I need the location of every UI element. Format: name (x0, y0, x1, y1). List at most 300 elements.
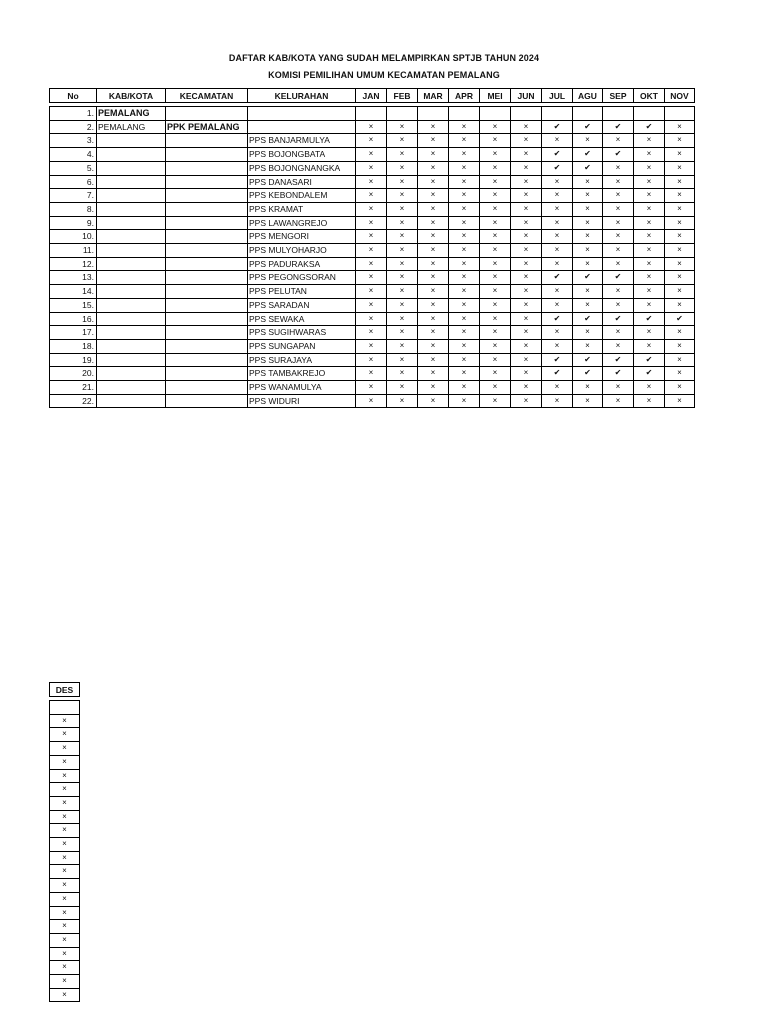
cross-icon: × (356, 134, 387, 148)
cross-icon: × (511, 298, 542, 312)
cross-icon: × (480, 271, 511, 285)
header-month: APR (449, 89, 480, 103)
kelurahan-cell: PPS DANASARI (248, 175, 356, 189)
kab-kota-cell (97, 326, 166, 340)
kecamatan-cell (166, 189, 248, 203)
cross-icon: × (511, 120, 542, 134)
kelurahan-cell (248, 107, 356, 121)
cross-icon: × (480, 312, 511, 326)
cross-icon: × (511, 271, 542, 285)
kecamatan-cell (166, 148, 248, 162)
cross-icon: × (511, 230, 542, 244)
header-month: NOV (665, 89, 695, 103)
kab-kota-cell (97, 230, 166, 244)
kab-kota-cell (97, 394, 166, 408)
cross-icon: × (387, 339, 418, 353)
cross-icon: × (480, 257, 511, 271)
cross-icon: × (573, 298, 603, 312)
table-row (50, 175, 695, 189)
cross-icon: × (511, 202, 542, 216)
header-month: OKT (634, 89, 665, 103)
des-row (50, 742, 80, 756)
cross-icon: × (603, 189, 634, 203)
kecamatan-cell (166, 339, 248, 353)
cross-icon: × (418, 353, 449, 367)
cross-icon: × (634, 134, 665, 148)
cross-icon: × (418, 244, 449, 258)
cross-icon: × (418, 381, 449, 395)
kecamatan-cell (166, 107, 248, 121)
cross-icon: × (511, 257, 542, 271)
month-status-cell (480, 107, 511, 121)
cross-icon: × (542, 175, 573, 189)
check-icon: ✔ (573, 312, 603, 326)
cross-icon: × (418, 285, 449, 299)
des-row (50, 796, 80, 810)
cross-icon: × (449, 120, 480, 134)
month-status-cell (418, 107, 449, 121)
kelurahan-cell (248, 120, 356, 134)
cross-icon: × (511, 381, 542, 395)
cross-icon: × (573, 381, 603, 395)
cross-icon: × (387, 271, 418, 285)
cross-icon: × (50, 879, 80, 893)
kelurahan-cell: PPS SUGIHWARAS (248, 326, 356, 340)
table-row (50, 134, 695, 148)
kab-kota-cell (97, 257, 166, 271)
cross-icon: × (665, 148, 695, 162)
cross-icon: × (480, 134, 511, 148)
cross-icon: × (542, 257, 573, 271)
kab-kota-cell: PEMALANG (97, 120, 166, 134)
check-icon: ✔ (634, 353, 665, 367)
check-icon: ✔ (542, 353, 573, 367)
kecamatan-cell (166, 230, 248, 244)
cross-icon: × (50, 947, 80, 961)
cross-icon: × (387, 244, 418, 258)
table-row (50, 339, 695, 353)
cross-icon: × (480, 353, 511, 367)
cross-icon: × (449, 216, 480, 230)
kab-kota-cell (97, 367, 166, 381)
cross-icon: × (603, 381, 634, 395)
cross-icon: × (356, 339, 387, 353)
des-row (50, 975, 80, 989)
cross-icon: × (449, 271, 480, 285)
cross-icon: × (387, 189, 418, 203)
cross-icon: × (511, 326, 542, 340)
des-row (50, 947, 80, 961)
cross-icon: × (573, 175, 603, 189)
header-month: JAN (356, 89, 387, 103)
check-icon: ✔ (573, 353, 603, 367)
check-icon: ✔ (603, 120, 634, 134)
cross-icon: × (387, 230, 418, 244)
header-month: AGU (573, 89, 603, 103)
cross-icon: × (50, 824, 80, 838)
row-number: 4. (50, 148, 97, 162)
cross-icon: × (634, 244, 665, 258)
cross-icon: × (665, 257, 695, 271)
kelurahan-cell: PPS KRAMAT (248, 202, 356, 216)
cross-icon: × (665, 298, 695, 312)
cross-icon: × (603, 339, 634, 353)
cross-icon: × (418, 161, 449, 175)
check-icon: ✔ (603, 271, 634, 285)
month-status-cell (449, 107, 480, 121)
des-table (49, 682, 80, 1002)
des-row (50, 783, 80, 797)
cross-icon: × (542, 298, 573, 312)
row-number: 21. (50, 381, 97, 395)
cross-icon: × (356, 257, 387, 271)
table-row (50, 202, 695, 216)
cross-icon: × (449, 175, 480, 189)
cross-icon: × (480, 148, 511, 162)
des-row (50, 920, 80, 934)
des-row (50, 851, 80, 865)
cross-icon: × (356, 285, 387, 299)
cross-icon: × (480, 161, 511, 175)
cross-icon: × (418, 326, 449, 340)
check-icon: ✔ (603, 367, 634, 381)
cross-icon: × (542, 230, 573, 244)
row-number: 13. (50, 271, 97, 285)
cross-icon: × (449, 230, 480, 244)
table-row (50, 298, 695, 312)
des-row (50, 810, 80, 824)
header-kab-kota: KAB/KOTA (97, 89, 166, 103)
cross-icon: × (573, 189, 603, 203)
kecamatan-cell (166, 312, 248, 326)
cross-icon: × (665, 161, 695, 175)
check-icon: ✔ (603, 148, 634, 162)
cross-icon: × (50, 865, 80, 879)
cross-icon: × (603, 298, 634, 312)
kab-kota-cell (97, 134, 166, 148)
cross-icon: × (480, 367, 511, 381)
cross-icon: × (634, 339, 665, 353)
cross-icon: × (356, 148, 387, 162)
cross-icon: × (573, 257, 603, 271)
cross-icon: × (449, 298, 480, 312)
month-status-cell (573, 107, 603, 121)
row-number: 14. (50, 285, 97, 299)
check-icon: ✔ (573, 120, 603, 134)
row-number: 16. (50, 312, 97, 326)
cross-icon: × (387, 120, 418, 134)
kecamatan-cell (166, 175, 248, 189)
cross-icon: × (665, 216, 695, 230)
row-number: 10. (50, 230, 97, 244)
cross-icon: × (50, 728, 80, 742)
cross-icon: × (665, 120, 695, 134)
kecamatan-cell (166, 202, 248, 216)
cross-icon: × (356, 367, 387, 381)
cross-icon: × (542, 216, 573, 230)
kelurahan-cell: PPS SURAJAYA (248, 353, 356, 367)
check-icon: ✔ (542, 312, 573, 326)
cross-icon: × (542, 394, 573, 408)
kelurahan-cell: PPS SARADAN (248, 298, 356, 312)
cross-icon: × (50, 906, 80, 920)
cross-icon: × (542, 189, 573, 203)
cross-icon: × (573, 339, 603, 353)
table-row (50, 353, 695, 367)
cross-icon: × (603, 257, 634, 271)
kelurahan-cell: PPS PADURAKSA (248, 257, 356, 271)
cross-icon: × (511, 339, 542, 353)
table-row (50, 367, 695, 381)
cross-icon: × (387, 202, 418, 216)
cross-icon: × (418, 230, 449, 244)
kelurahan-cell: PPS WANAMULYA (248, 381, 356, 395)
header-des: DES (50, 683, 80, 697)
row-number: 3. (50, 134, 97, 148)
header-kelurahan: KELURAHAN (248, 89, 356, 103)
cross-icon: × (387, 216, 418, 230)
cross-icon: × (356, 189, 387, 203)
cross-icon: × (665, 202, 695, 216)
table-row (50, 148, 695, 162)
check-icon: ✔ (634, 120, 665, 134)
header-month: JUL (542, 89, 573, 103)
cross-icon: × (542, 285, 573, 299)
cross-icon: × (573, 244, 603, 258)
cross-icon: × (573, 230, 603, 244)
des-row (50, 728, 80, 742)
cross-icon: × (387, 312, 418, 326)
kab-kota-cell (97, 312, 166, 326)
header-month: MAR (418, 89, 449, 103)
des-row (50, 701, 80, 715)
cross-icon: × (387, 161, 418, 175)
cross-icon: × (665, 353, 695, 367)
cross-icon: × (511, 216, 542, 230)
header-month: JUN (511, 89, 542, 103)
table-row (50, 326, 695, 340)
cross-icon: × (573, 216, 603, 230)
table-row (50, 161, 695, 175)
cross-icon: × (573, 134, 603, 148)
month-status-cell (665, 107, 695, 121)
table-row (50, 257, 695, 271)
kelurahan-cell: PPS KEBONDALEM (248, 189, 356, 203)
row-number: 1. (50, 107, 97, 121)
header-month: FEB (387, 89, 418, 103)
kecamatan-cell (166, 134, 248, 148)
cross-icon: × (449, 367, 480, 381)
kecamatan-cell (166, 285, 248, 299)
kecamatan-cell (166, 298, 248, 312)
cross-icon: × (603, 175, 634, 189)
row-number: 9. (50, 216, 97, 230)
row-number: 11. (50, 244, 97, 258)
cross-icon: × (449, 394, 480, 408)
des-row (50, 988, 80, 1002)
cross-icon: × (418, 394, 449, 408)
cross-icon: × (418, 202, 449, 216)
cross-icon: × (50, 783, 80, 797)
cross-icon: × (542, 134, 573, 148)
cross-icon: × (356, 298, 387, 312)
row-number: 8. (50, 202, 97, 216)
cross-icon: × (50, 961, 80, 975)
cross-icon: × (480, 285, 511, 299)
cross-icon: × (449, 134, 480, 148)
cross-icon: × (418, 148, 449, 162)
cross-icon: × (665, 285, 695, 299)
cross-icon: × (603, 285, 634, 299)
cross-icon: × (356, 326, 387, 340)
cross-icon: × (356, 394, 387, 408)
header-no: No (50, 89, 97, 103)
cross-icon: × (418, 271, 449, 285)
cross-icon: × (50, 769, 80, 783)
cross-icon: × (634, 285, 665, 299)
cross-icon: × (50, 975, 80, 989)
row-number: 19. (50, 353, 97, 367)
check-icon: ✔ (573, 161, 603, 175)
cross-icon: × (387, 298, 418, 312)
table-row (50, 244, 695, 258)
cross-icon: × (50, 755, 80, 769)
cross-icon: × (50, 838, 80, 852)
des-row (50, 892, 80, 906)
kab-kota-cell (97, 148, 166, 162)
cross-icon: × (480, 175, 511, 189)
des-header-row (50, 683, 80, 697)
cross-icon: × (634, 230, 665, 244)
cross-icon: × (573, 202, 603, 216)
kecamatan-cell (166, 381, 248, 395)
cross-icon: × (511, 367, 542, 381)
cross-icon: × (356, 161, 387, 175)
cross-icon: × (665, 230, 695, 244)
cross-icon: × (418, 312, 449, 326)
kab-kota-cell (97, 189, 166, 203)
cross-icon: × (603, 216, 634, 230)
cross-icon: × (356, 353, 387, 367)
cross-icon: × (449, 285, 480, 299)
kelurahan-cell: PPS PEGONGSORAN (248, 271, 356, 285)
cross-icon: × (449, 244, 480, 258)
cross-icon: × (480, 394, 511, 408)
cross-icon: × (480, 120, 511, 134)
cross-icon: × (50, 851, 80, 865)
cross-icon: × (356, 175, 387, 189)
cross-icon: × (356, 216, 387, 230)
des-row (50, 933, 80, 947)
kecamatan-cell (166, 257, 248, 271)
kelurahan-cell: PPS TAMBAKREJO (248, 367, 356, 381)
cross-icon: × (418, 257, 449, 271)
month-status-cell (634, 107, 665, 121)
cross-icon: × (511, 394, 542, 408)
row-number: 20. (50, 367, 97, 381)
kab-kota-cell (97, 285, 166, 299)
kecamatan-cell (166, 353, 248, 367)
cross-icon: × (573, 326, 603, 340)
month-status-cell (511, 107, 542, 121)
cross-icon: × (634, 202, 665, 216)
cross-icon: × (665, 244, 695, 258)
table-row (50, 107, 695, 121)
cross-icon: × (480, 339, 511, 353)
table-row (50, 271, 695, 285)
table-header-row (50, 89, 695, 103)
cross-icon: × (603, 161, 634, 175)
cross-icon: × (449, 326, 480, 340)
cross-icon: × (634, 271, 665, 285)
cross-icon: × (418, 120, 449, 134)
cross-icon: × (511, 148, 542, 162)
cross-icon: × (634, 326, 665, 340)
kecamatan-cell (166, 326, 248, 340)
des-row (50, 865, 80, 879)
des-row (50, 755, 80, 769)
cross-icon: × (356, 244, 387, 258)
cross-icon: × (449, 353, 480, 367)
cross-icon: × (542, 202, 573, 216)
check-icon: ✔ (542, 161, 573, 175)
cross-icon: × (634, 216, 665, 230)
kab-kota-cell (97, 381, 166, 395)
cross-icon: × (480, 189, 511, 203)
cross-icon: × (356, 202, 387, 216)
kab-kota-cell (97, 244, 166, 258)
check-icon: ✔ (603, 353, 634, 367)
cross-icon: × (603, 230, 634, 244)
cross-icon: × (634, 394, 665, 408)
kelurahan-cell: PPS WIDURI (248, 394, 356, 408)
row-number: 22. (50, 394, 97, 408)
cross-icon: × (573, 394, 603, 408)
table-row (50, 189, 695, 203)
des-row (50, 769, 80, 783)
kab-kota-cell (97, 339, 166, 353)
cross-icon: × (542, 326, 573, 340)
check-icon: ✔ (573, 271, 603, 285)
cross-icon: × (665, 326, 695, 340)
cross-icon: × (356, 271, 387, 285)
kelurahan-cell: PPS SEWAKA (248, 312, 356, 326)
sptjb-table (49, 88, 695, 408)
cross-icon: × (50, 742, 80, 756)
check-icon: ✔ (665, 312, 695, 326)
row-number: 6. (50, 175, 97, 189)
cross-icon: × (50, 988, 80, 1002)
cross-icon: × (449, 257, 480, 271)
kecamatan-cell (166, 161, 248, 175)
month-status-cell (387, 107, 418, 121)
table-row (50, 120, 695, 134)
cross-icon: × (387, 175, 418, 189)
des-row (50, 906, 80, 920)
des-row (50, 838, 80, 852)
cross-icon: × (449, 312, 480, 326)
cross-icon: × (449, 148, 480, 162)
kelurahan-cell: PPS MULYOHARJO (248, 244, 356, 258)
cross-icon: × (50, 920, 80, 934)
cross-icon: × (665, 271, 695, 285)
cross-icon: × (511, 312, 542, 326)
month-status-cell (356, 107, 387, 121)
kab-kota-cell (97, 161, 166, 175)
cross-icon: × (573, 285, 603, 299)
des-row (50, 824, 80, 838)
kecamatan-cell (166, 394, 248, 408)
